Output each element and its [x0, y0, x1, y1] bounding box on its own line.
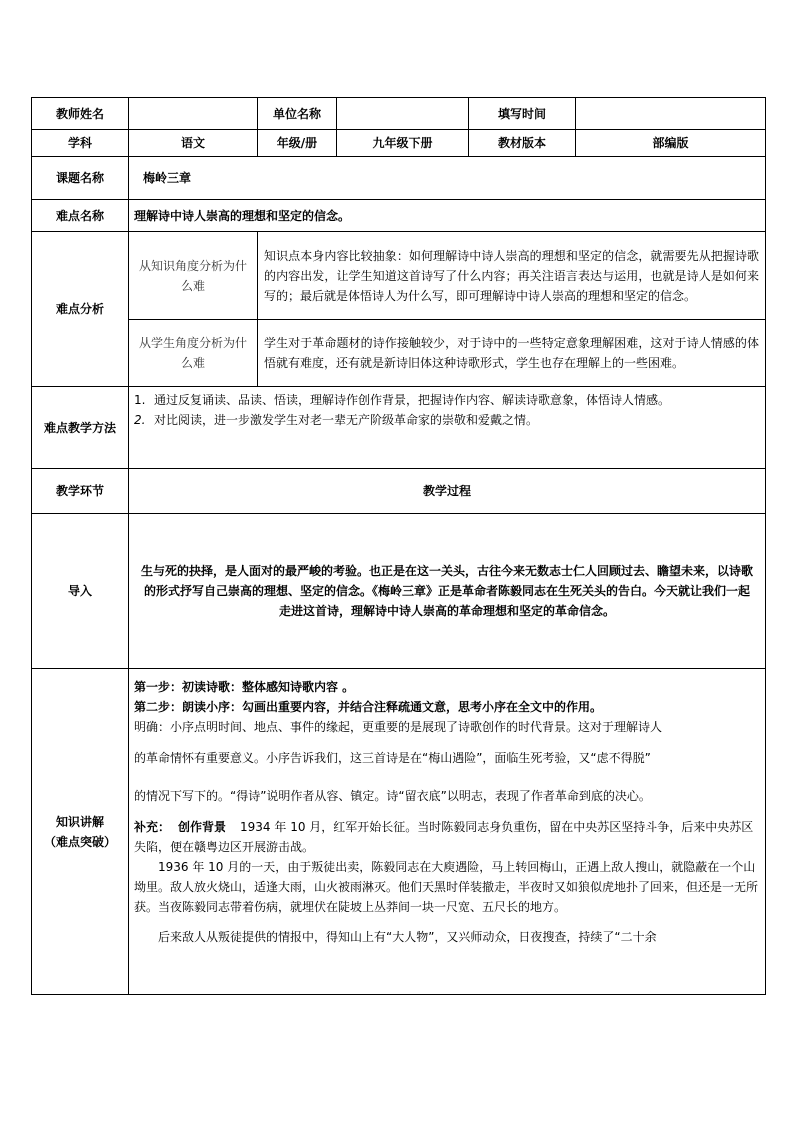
knowledge-label-line1: 知识讲解 — [55, 814, 104, 829]
teacher-name-label: 教师姓名 — [32, 98, 129, 130]
grade-label: 年级/册 — [258, 130, 337, 157]
fill-date-label: 填写时间 — [469, 98, 576, 130]
supplement-label: 补充： — [134, 820, 171, 834]
analysis-student-row — [32, 320, 766, 387]
clarify-line-2: 的革命情怀有重要意义。小序告诉我们，这三首诗是在“梅山遇险”，面临生死考验，又“虑不得脱” — [134, 751, 651, 765]
grade-value: 九年级下册 — [337, 130, 469, 157]
supplement-paragraph — [134, 817, 760, 857]
edition-value: 部编版 — [576, 130, 766, 157]
method-item-text: 对比阅读，进一步激发学生对老一辈无产阶级革命家的崇敬和爱戴之情。 — [154, 413, 539, 427]
student-angle-label: 从学生角度分析为什么难 — [129, 320, 258, 387]
process-row — [32, 469, 766, 514]
step-two: 第二步：朗读小序：勾画出重要内容，并结合注释疏通文意，思考小序在全文中的作用。 — [134, 700, 603, 714]
method-row — [32, 387, 766, 469]
intro-text: 生与死的抉择，是人面对的最严峻的考验。也正是在这一关头，古往今来无数志士仁人回顾过去、瞻望未来，以诗歌的形式抒写自己崇高的理想、坚定的信念。《梅岭三章》正是革命者陈毅同志在生死关头的告白。今天就让我们一起走进这首诗，理解诗中诗人崇高的革命理想和坚定的革命信念。 — [129, 514, 766, 669]
teacher-name-value — [129, 98, 258, 130]
lesson-form — [31, 97, 765, 995]
method-item-number: 1. — [134, 393, 146, 407]
knowledge-angle-text: 知识点本身内容比较抽象：如何理解诗中诗人崇高的理想和坚定的信念，就需要先从把握诗歌的内容出发，让学生知道这首诗写了什么内容；再关注语言表达与运用，也就是诗人是如何来写的；最后就是体悟诗人为什么写，即可理解诗中诗人崇高的理想和坚定的信念。 — [258, 232, 766, 320]
topic-value: 梅岭三章 — [129, 157, 766, 200]
difficulty-row — [32, 200, 766, 232]
intro-row — [32, 514, 766, 669]
knowledge-label-line2: （难点突破） — [43, 834, 116, 849]
knowledge-label — [32, 669, 129, 995]
analysis-label: 难点分析 — [32, 232, 129, 387]
supplement-title: 创作背景 — [178, 820, 227, 834]
method-item-number: 2. — [134, 413, 146, 427]
fill-date-value — [576, 98, 766, 130]
header-row — [32, 98, 766, 130]
lesson-table — [31, 97, 766, 995]
topic-label: 课题名称 — [32, 157, 129, 200]
knowledge-content — [129, 669, 766, 995]
unit-name-value — [337, 98, 469, 130]
supplement-text: 1934 年 10 月，红军开始长征。当时陈毅同志身负重伤，留在中央苏区坚持斗争，后来中央苏区失陷，便在赣粤边区开展游击战。 — [134, 820, 754, 854]
method-item — [134, 410, 760, 430]
background-paragraph-later: 后来敌人从叛徒提供的情报中，得知山上有“大人物”，又兴师动众，日夜搜查，持续了“二十余 — [158, 930, 657, 944]
process-label: 教学环节 — [32, 469, 129, 514]
difficulty-label: 难点名称 — [32, 200, 129, 232]
unit-name-label: 单位名称 — [258, 98, 337, 130]
topic-row — [32, 157, 766, 200]
student-angle-text: 学生对于革命题材的诗作接触较少，对于诗中的一些特定意象理解困难，这对于诗人情感的体悟就有难度，还有就是新诗旧体这种诗歌形式，学生也存在理解上的一些困难。 — [258, 320, 766, 387]
intro-label: 导入 — [32, 514, 129, 669]
difficulty-value: 理解诗中诗人崇高的理想和坚定的信念。 — [129, 200, 766, 232]
course-row — [32, 130, 766, 157]
method-content — [129, 387, 766, 469]
edition-label: 教材版本 — [469, 130, 576, 157]
method-item — [134, 390, 760, 410]
subject-label: 学科 — [32, 130, 129, 157]
method-label: 难点教学方法 — [32, 387, 129, 469]
knowledge-angle-label: 从知识角度分析为什么难 — [129, 232, 258, 320]
knowledge-row — [32, 669, 766, 995]
step-one: 第一步：初读诗歌：整体感知诗歌内容 。 — [134, 680, 355, 694]
analysis-knowledge-row — [32, 232, 766, 320]
clarify-line-1: 明确：小序点明时间、地点、事件的缘起，更重要的是展现了诗歌创作的时代背景。这对于理解诗人 — [134, 720, 663, 734]
process-value: 教学过程 — [129, 469, 766, 514]
background-paragraph-1936: 1936 年 10 月的一天，由于叛徒出卖，陈毅同志在大庾遇险，马上转回梅山，正遇上敌人搜山，就隐蔽在一个山坳里。敌人放火烧山，适逢大雨，山火被雨淋灭。他们天黑时佯装撤走，半夜时又如狼似虎地扑了回来，但还是一无所获。当夜陈毅同志带着伤病，就埋伏在陡坡上丛莽间一块一尺宽、五尺长的地方。 — [134, 860, 759, 914]
subject-value: 语文 — [129, 130, 258, 157]
clarify-line-3: 的情况下写下的。“得诗”说明作者从容、镇定。诗“留衣底”以明志，表现了作者革命到底的决心。 — [134, 789, 651, 803]
method-item-text: 通过反复诵读、品读、悟读，理解诗作创作背景，把握诗作内容、解读诗歌意象，体悟诗人情感。 — [154, 393, 671, 407]
